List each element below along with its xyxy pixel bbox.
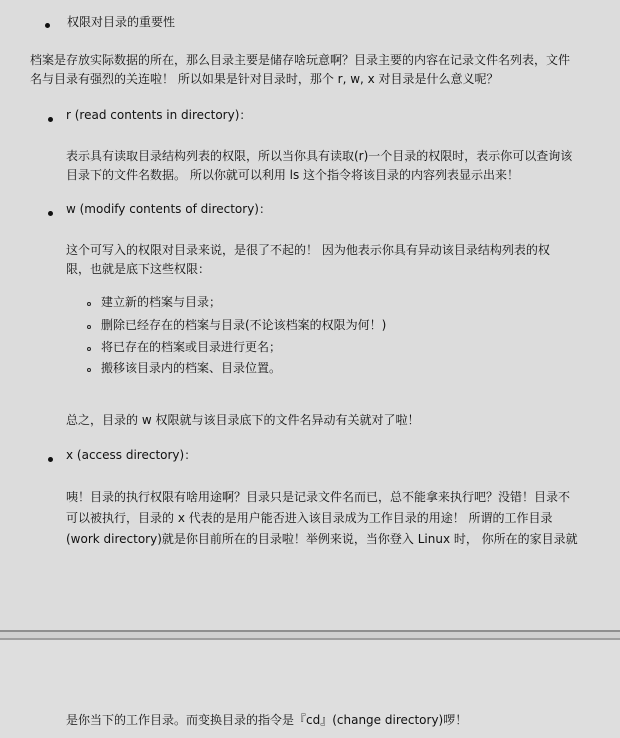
document-page-2 [0, 640, 620, 738]
page-break [0, 630, 620, 640]
x-permission-description-line-1: 咦！目录的执行权限有啥用途啊？目录只是记录文件名而已，总不能拿来执行吧？没错！目录不 [66, 490, 571, 504]
intro-paragraph-line-1: 档案是存放实际数据的所在，那么目录主要是储存啥玩意啊？目录主要的内容在记录文件名列表，文件 [30, 53, 571, 67]
continued-paragraph-line: 是你当下的工作目录。而变换目录的指令是『cd』(change directory)啰！ [66, 713, 468, 727]
w-item-delete: 删除已经存在的档案与目录(不论该档案的权限为何！) [101, 318, 387, 332]
w-permission-description-line-2: 限，也就是底下这些权限： [66, 262, 211, 276]
w-permission-heading: w (modify contents of directory)： [66, 202, 271, 216]
x-permission-description-line-2: 可以被执行，目录的 x 代表的是用户能否进入该目录成为工作目录的用途！ 所谓的工作目录 [66, 511, 553, 525]
circle-bullet-icon [87, 368, 91, 372]
intro-paragraph-line-2: 名与目录有强烈的关连啦！ 所以如果是针对目录时，那个 r, w, x 对目录是什么意义呢？ [30, 72, 499, 86]
w-item-move: 搬移该目录内的档案、目录位置。 [101, 361, 282, 375]
r-permission-description-line-2: 目录下的文件名数据。 所以你就可以利用 ls 这个指令将该目录的内容列表显示出来！ [66, 168, 520, 182]
w-item-create: 建立新的档案与目录； [101, 295, 222, 309]
bullet-icon [48, 211, 53, 216]
bullet-icon [48, 457, 53, 462]
circle-bullet-icon [87, 302, 91, 306]
w-item-rename: 将已存在的档案或目录进行更名； [101, 340, 282, 354]
section-heading: 权限对目录的重要性 [67, 15, 176, 29]
r-permission-description-line-1: 表示具有读取目录结构列表的权限，所以当你具有读取(r)一个目录的权限时，表示你可以查询该 [66, 149, 573, 163]
x-permission-description-line-3: (work directory)就是你目前所在的目录啦！举例来说，当你登入 Linux 时， 你所在的家目录就 [66, 532, 578, 546]
r-permission-heading: r (read contents in directory)： [66, 108, 252, 122]
bullet-icon [45, 23, 50, 28]
w-permission-description-line-1: 这个可写入的权限对目录来说，是很了不起的！ 因为他表示你具有异动该目录结构列表的权 [66, 243, 550, 257]
w-permission-summary: 总之，目录的 w 权限就与该目录底下的文件名异动有关就对了啦！ [66, 413, 420, 427]
bullet-icon [48, 117, 53, 122]
x-permission-heading: x (access directory)： [66, 448, 197, 462]
circle-bullet-icon [87, 347, 91, 351]
circle-bullet-icon [87, 325, 91, 329]
